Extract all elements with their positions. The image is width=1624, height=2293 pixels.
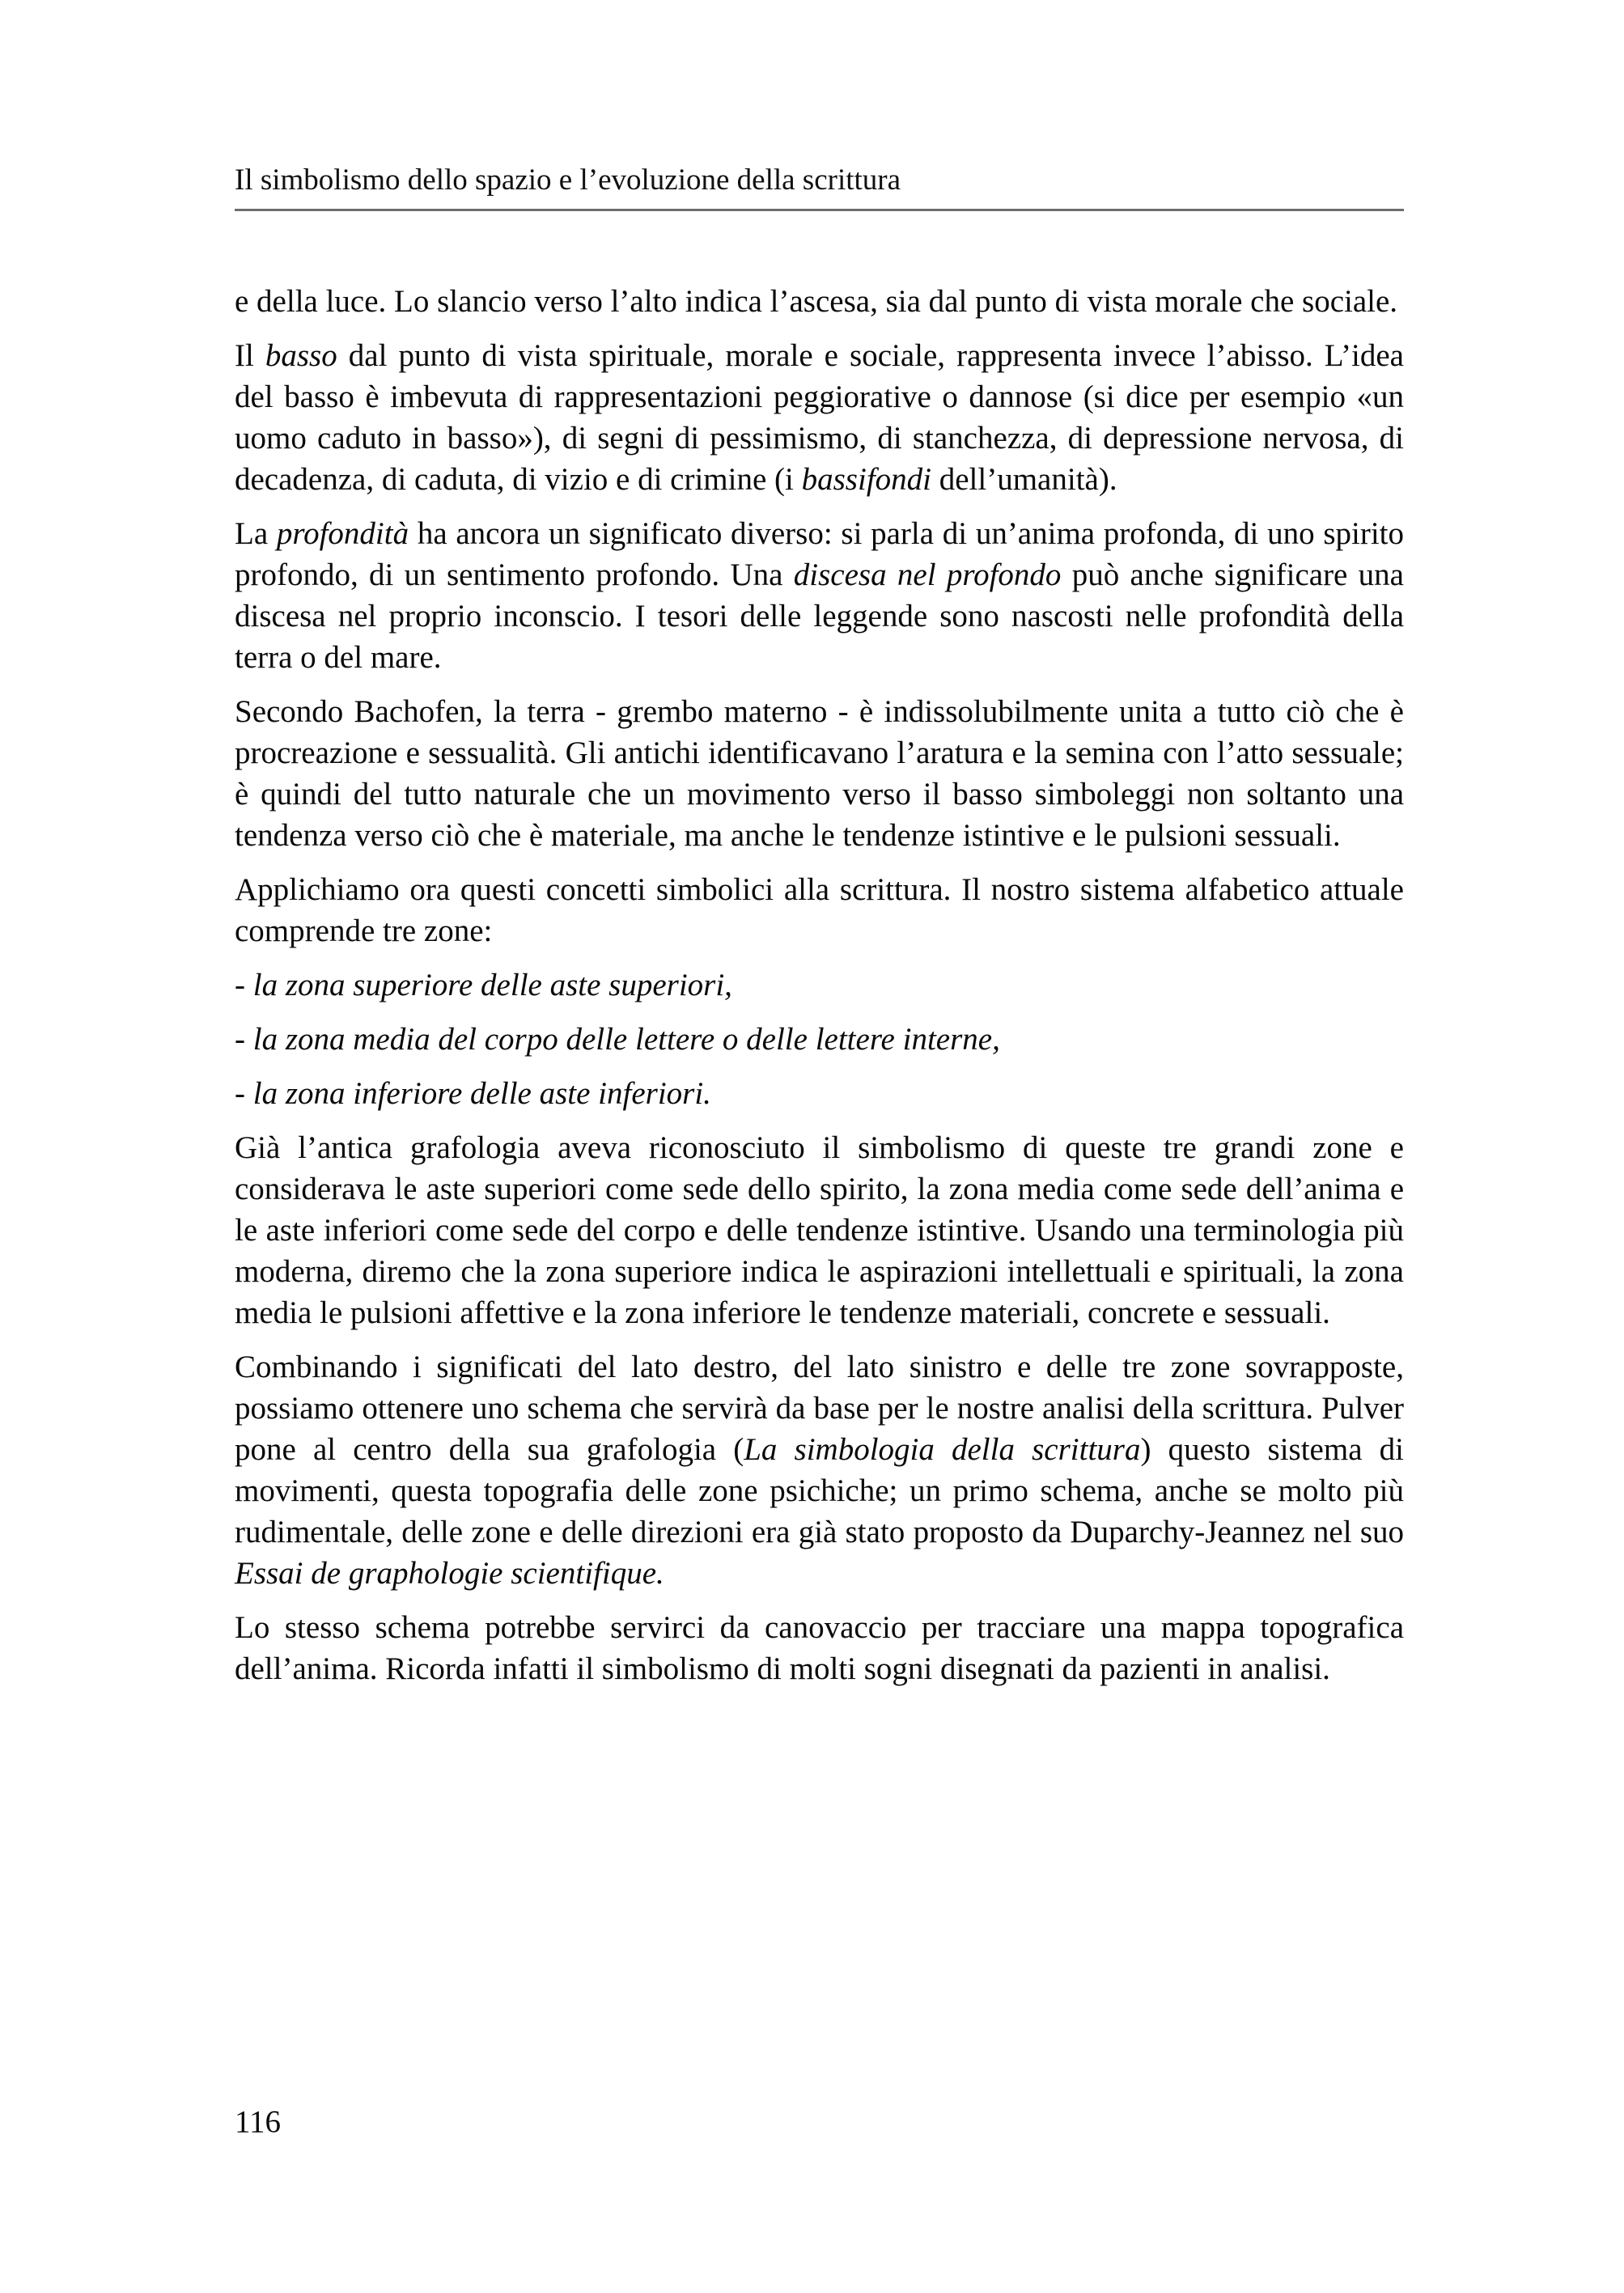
- list-item-paragraph: [235, 1073, 1404, 1114]
- italic-text-run: discesa nel profondo: [793, 557, 1062, 592]
- text-run: La: [235, 516, 277, 551]
- text-run: -: [235, 1022, 253, 1057]
- body-paragraph: [235, 335, 1404, 500]
- text-run: Applichiamo ora questi concetti simbolici alla scrittura. Il nostro sistema alfabetico attuale comprende tre zone:: [235, 872, 1404, 948]
- text-run: -: [235, 968, 253, 1002]
- header-rule: [235, 209, 1404, 211]
- text-run: Combinando i significati del lato destro, del lato sinistro e delle tre zone sovrapposte, possiamo ottenere uno schema che servirà da base per le nostre analisi della scrittura. Pulver pone al centro della sua grafologia (: [235, 1350, 1404, 1467]
- body-paragraph: [235, 1607, 1404, 1689]
- body-paragraph: [235, 869, 1404, 952]
- list-item-paragraph: [235, 1019, 1404, 1060]
- italic-text-run: basso: [265, 338, 337, 373]
- page-body: [235, 281, 1404, 1689]
- body-paragraph: [235, 513, 1404, 678]
- italic-text-run: profondità: [276, 516, 409, 551]
- text-run: e della luce. Lo slancio verso l’alto indica l’ascesa, sia dal punto di vista morale che sociale.: [235, 284, 1398, 319]
- italic-text-run: bassifondi: [801, 462, 931, 497]
- text-run: Il: [235, 338, 265, 373]
- text-run: ha ancora un significato diverso: si parla di un’anima profonda, di uno spirito profondo, di un sentimento profondo. Una: [235, 516, 1404, 592]
- text-run: dell’umanità).: [931, 462, 1117, 497]
- italic-text-run: la zona media del corpo delle lettere o delle lettere interne,: [252, 1022, 1000, 1057]
- text-run: Lo stesso schema potrebbe servirci da canovaccio per tracciare una mappa topografica dell’anima. Ricorda infatti il simbolismo di molti sogni disegnati da pazienti in analisi.: [235, 1610, 1404, 1686]
- body-paragraph: [235, 691, 1404, 856]
- body-paragraph: [235, 1346, 1404, 1594]
- body-paragraph: [235, 281, 1404, 322]
- text-run: Secondo Bachofen, la terra - grembo materno - è indissolubilmente unita a tutto ciò che è procreazione e sessualità. Gli antichi identificavano l’aratura e la semina con l’atto sessuale; è quindi del tutto naturale che un movimento verso il basso simboleggi non soltanto una tendenza verso ciò che è materiale, ma anche le tendenze istintive e le pulsioni sessuali.: [235, 694, 1404, 853]
- italic-text-run: la zona superiore delle aste superiori,: [252, 968, 732, 1002]
- italic-text-run: La simbologia della scrittura: [744, 1432, 1141, 1467]
- page-header: [235, 162, 1404, 211]
- body-paragraph: [235, 1127, 1404, 1333]
- page-number: 116: [235, 2104, 282, 2139]
- text-run: può anche significare una discesa nel proprio inconscio. I tesori delle leggende sono nascosti nelle profondità della terra o del mare.: [235, 557, 1404, 675]
- text-run: ) questo sistema di movimenti, questa topografia delle zone psichiche; un primo schema, anche se molto più rudimentale, delle zone e delle direzioni era già stato proposto da Duparchy-Jeannez nel suo: [235, 1432, 1404, 1549]
- italic-text-run: Essai de graphologie scientifique.: [235, 1556, 664, 1591]
- text-run: -: [235, 1076, 253, 1111]
- text-run: Già l’antica grafologia aveva riconosciuto il simbolismo di queste tre grandi zone e considerava le aste superiori come sede dello spirito, la zona media come sede dell’anima e le aste inferiori come sede del corpo e delle tendenze istintive. Usando una terminologia più moderna, diremo che la zona superiore indica le aspirazioni intellettuali e spirituali, la zona media le pulsioni affettive e la zona inferiore le tendenze materiali, concrete e sessuali.: [235, 1130, 1404, 1330]
- list-item-paragraph: [235, 964, 1404, 1006]
- text-run: dal punto di vista spirituale, morale e sociale, rappresenta invece l’abisso. L’idea del basso è imbevuta di rappresentazioni peggiorative o dannose (si dice per esempio «un uomo caduto in basso»), di segni di pessimismo, di stanchezza, di depressione nervosa, di decadenza, di caduta, di vizio e di crimine (i: [235, 338, 1404, 497]
- italic-text-run: la zona inferiore delle aste inferiori.: [252, 1076, 711, 1111]
- running-head-title: Il simbolismo dello spazio e l’evoluzione della scrittura: [235, 163, 901, 197]
